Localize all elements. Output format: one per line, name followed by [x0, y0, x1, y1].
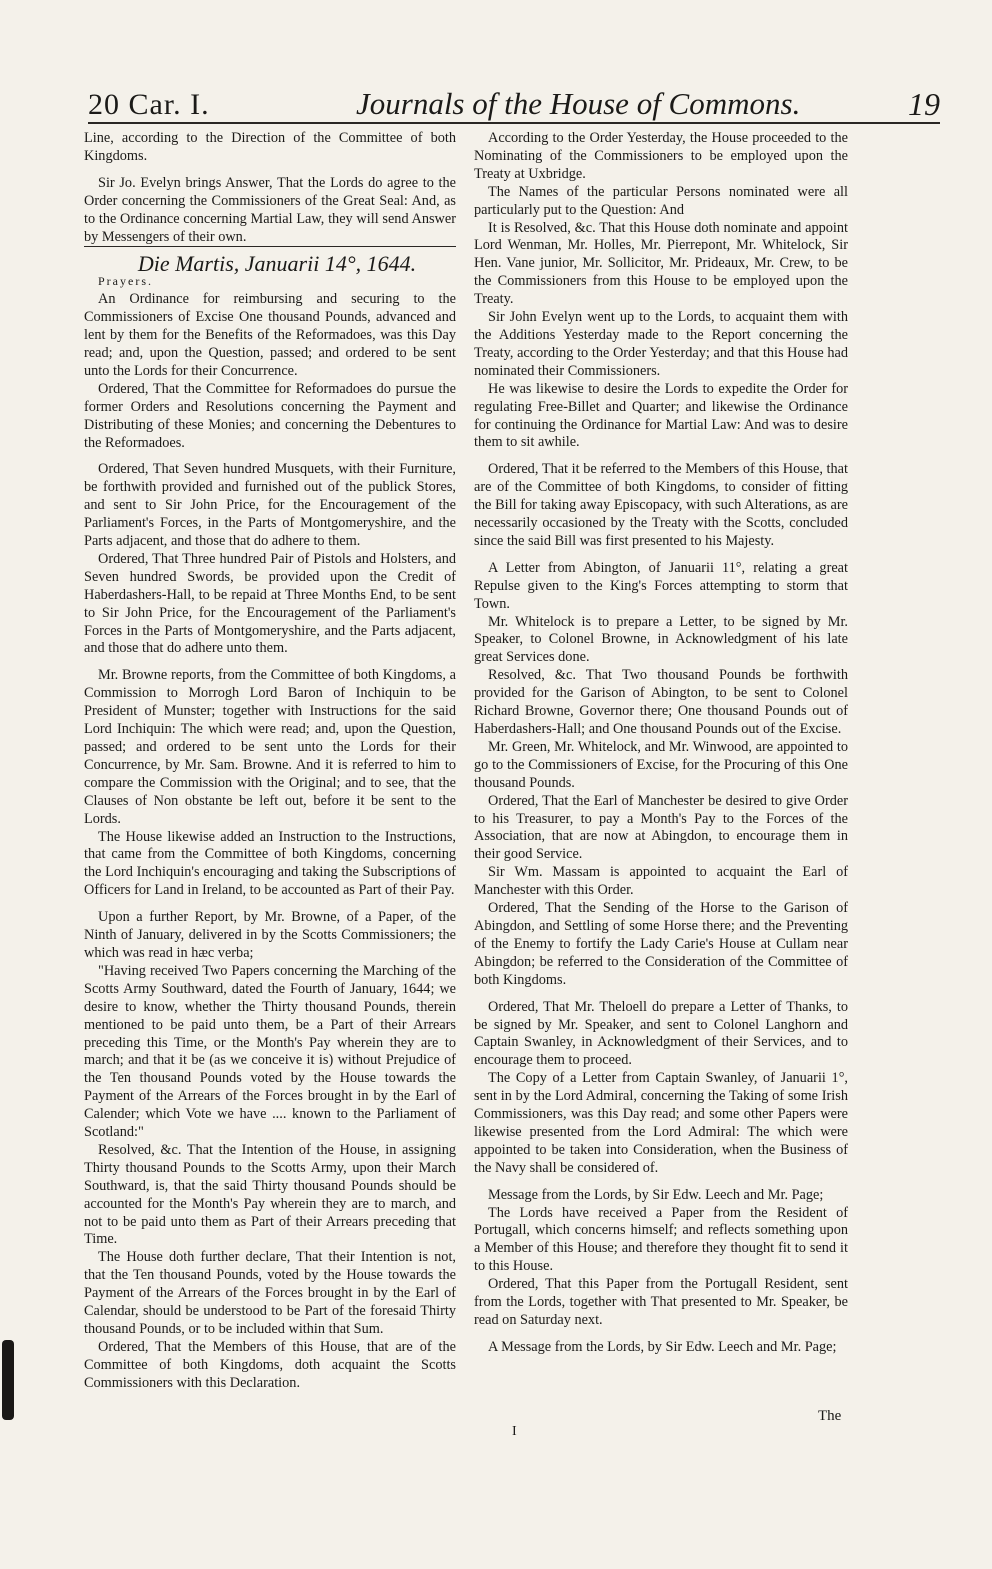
paragraph: "Having received Two Papers concerning the Marching of the Scotts Army Southward, dated the Fourth of January, 1644; we desire to know, whether the Thirty thousand Pounds, therein mentioned to be paid unto them, be a Part of their Arrears preceding this Time, or the Month's Pay wherein they are to march; and that it be (as we conceive it is) without Prejudice of the Ten thousand Pounds voted by the House towards the Payment of the Arrears of the Forces brought in by the Earl of Calender; which Vote we have .... known to the Parliament of Scotland:"	[84, 962, 456, 1141]
paragraph: Sir Jo. Evelyn brings Answer, That the Lords do agree to the Order concerning the Commissioners of the Great Seal: And, as to the Ordinance concerning Martial Law, they will send Answer by Messengers of their own.	[84, 174, 456, 245]
paragraph: Sir John Evelyn went up to the Lords, to acquaint them with the Additions Yesterday made to the Report concerning the Treaty, according to the Order Yesterday; and that this House had nominated their Commissioners.	[474, 309, 848, 379]
paragraph: The Names of the particular Persons nominated were all particularly put to the Question: And	[474, 183, 848, 218]
paragraph: Resolved, &c. That Two thousand Pounds be forthwith provided for the Garison of Abington, to be sent to Colonel Richard Browne, Governor there; One thousand Pounds out of Haberdashers-Hall; and One thousand Pounds out of the Excise.	[474, 667, 848, 737]
paragraph: Line, according to the Direction of the Committee of both Kingdoms.	[84, 130, 456, 164]
page-number: 19	[908, 86, 940, 122]
paragraph: An Ordinance for reimbursing and securing to the Commissioners of Excise One thousand Pounds, advanced and lent by them for the Benefits of the Reformadoes, was this Day read; and, upon the Question, passed; and ordered to be sent unto the Lords for their Concurrence.	[84, 291, 456, 379]
paragraph: Ordered, That it be referred to the Members of this House, that are of the Committee of both Kingdoms, to consider of fitting the Bill for taking away Episcopacy, with such Alterations, as are necessarily occasioned by the Treaty with the Scotts, concluded since the said Bill was first presented to his Majesty.	[474, 461, 848, 549]
catchword: The	[818, 1408, 842, 1424]
date-heading: Die Martis, Januarii 14°, 1644.	[84, 246, 456, 273]
paragraph: Ordered, That Mr. Theloell do prepare a Letter of Thanks, to be signed by Mr. Speaker, and sent to Colonel Langhorn and Captain Swanley, in Acknowledgment of their Services, and to encourage them to proceed.	[474, 998, 848, 1069]
header-left: 20 Car. I.	[88, 88, 210, 121]
paragraph: He was likewise to desire the Lords to expedite the Order for regulating Free-Billet and Quarter; and likewise the Ordinance for continuing the Ordinance for Martial Law: And was to desire them to sit awhile.	[474, 380, 848, 451]
paragraph: Sir Wm. Massam is appointed to acquaint the Earl of Manchester with this Order.	[474, 864, 848, 899]
paragraph: According to the Order Yesterday, the House proceeded to the Nominating of the Commissioners to be employed upon the Treaty at Uxbridge.	[474, 130, 848, 182]
paragraph: A Message from the Lords, by Sir Edw. Leech and Mr. Page;	[488, 1338, 837, 1355]
binding-mark	[2, 1340, 14, 1420]
paragraph: It is Resolved, &c. That this House doth nominate and appoint Lord Wenman, Mr. Holles, Mr. Pierrepont, Mr. Whitelock, Sir Hen. Vane junior, Mr. Sollicitor, Mr. Prideaux, Mr. Crew, to be the Commissioners from this House to be employed upon the Treaty.	[474, 219, 848, 308]
paragraph: Resolved, &c. That the Intention of the House, in assigning Thirty thousand Pounds to the Scotts Army, upon their March Southward, is, that the said Thirty thousand Pounds should be accounted for the Month's Pay wherein they are to march, and not to be paid unto them as Part of their Arrears preceding that Time.	[84, 1141, 456, 1248]
signature-mark: I	[512, 1424, 517, 1439]
paragraph: Mr. Browne reports, from the Committee of both Kingdoms, a Commission to Morrogh Lord Baron of Inchiquin to be President of Munster; together with Instructions for the said Lord Inchiquin: The which were read; and, upon the Question, passed; and ordered to be sent unto the Lords for their Concurrence, by Mr. Sam. Browne. And it is referred to him to compare the Commission with the Original; and to see, that the Clauses of Non obstante be left out, before it be sent to the Lords.	[84, 667, 456, 827]
paragraph: Message from the Lords, by Sir Edw. Leech and Mr. Page;	[488, 1186, 824, 1203]
paragraph: Mr. Whitelock is to prepare a Letter, to be signed by Mr. Speaker, to Colonel Browne, in Acknowledgment of his late great Services done.	[474, 613, 848, 666]
paragraph: The House doth further declare, That their Intention is not, that the Ten thousand Pounds, voted by the House towards the Payment of the Arrears of the Forces brought in by the Earl of Calendar, should be understood to be Part of the foresaid Thirty thousand Pounds, or to be included within that Sum.	[84, 1249, 456, 1337]
paragraph: Ordered, That Seven hundred Musquets, with their Furniture, be forthwith provided and furnished out of the publick Stores, and sent to Sir John Price, for the Encouragement of the Parliament's Forces, in the Parts of Montgomeryshire, and the Parts adjacent, and those that do adhere to them.	[84, 461, 456, 550]
paragraph: Mr. Green, Mr. Whitelock, and Mr. Winwood, are appointed to go to the Commissioners of Excise, for the Procuring of this One thousand Pounds.	[474, 738, 848, 791]
left-column	[84, 130, 456, 1393]
header-rule	[88, 122, 940, 124]
paragraph: Upon a further Report, by Mr. Browne, of a Paper, of the Ninth of January, delivered in by the Scotts Commissioners; the which was read in hæc verba;	[84, 909, 456, 961]
paragraph: A Letter from Abington, of Januarii 11°, relating a great Repulse given to the King's Forces attempting to storm that Town.	[474, 559, 848, 612]
paragraph: Ordered, That the Earl of Manchester be desired to give Order to his Treasurer, to pay a Month's Pay to the Forces of the Association, that are now at Abingdon, to encourage them in their good Service.	[474, 792, 848, 863]
paragraph: Ordered, That Three hundred Pair of Pistols and Holsters, and Seven hundred Swords, be provided upon the Credit of Haberdashers-Hall, to be repaid at Three Months End, to be sent to Sir John Price, for the Encouragement of the Parliament's Forces in the Parts of Montgomeryshire, and the Parts adjacent, and those that do adhere unto them.	[84, 550, 456, 657]
paragraph: The Copy of a Letter from Captain Swanley, of Januarii 1°, sent in by the Lord Admiral, concerning the Taking of some Irish Commissioners, was this Day read; and some other Papers were likewise presented from the Lord Admiral: The which were appointed to be taken into Consideration, when the Business of the Navy shall be considered of.	[474, 1070, 848, 1176]
paragraph: Ordered, That the Members of this House, that are of the Committee of both Kingdoms, doth acquaint the Scotts Commissioners with this Declaration.	[84, 1338, 456, 1391]
paragraph: The Lords have received a Paper from the Resident of Portugall, which concerns himself; and reflects something upon a Member of this House; and therefore they thought fit to send it to this House.	[474, 1204, 848, 1275]
paragraph: The House likewise added an Instruction to the Instructions, that came from the Committee of both Kingdoms, concerning the Lord Inchiquin's encouraging and taking the Subscriptions of Officers for Land in Ireland, to be accounted as Part of their Pay.	[84, 828, 456, 899]
paragraph: Ordered, That the Sending of the Horse to the Garison of Abingdon, and Settling of some Horse there; and the Preventing of the Enemy to fortify the Lady Carie's House at Cullam near Abingdon; be referred to the Consideration of the Committee of both Kingdoms.	[474, 900, 848, 988]
right-column	[474, 130, 848, 1357]
paragraph: Ordered, That this Paper from the Portugall Resident, sent from the Lords, together with That presented to Mr. Speaker, be read on Saturday next.	[474, 1276, 848, 1328]
header-title: Journals of the House of Commons.	[356, 86, 801, 121]
paragraph: Ordered, That the Committee for Reformadoes do pursue the former Orders and Resolutions concerning the Payment and Distributing of these Monies; and concerning the Debentures to the Reformadoes.	[84, 380, 456, 451]
prayers-label: Prayers.	[98, 274, 153, 289]
